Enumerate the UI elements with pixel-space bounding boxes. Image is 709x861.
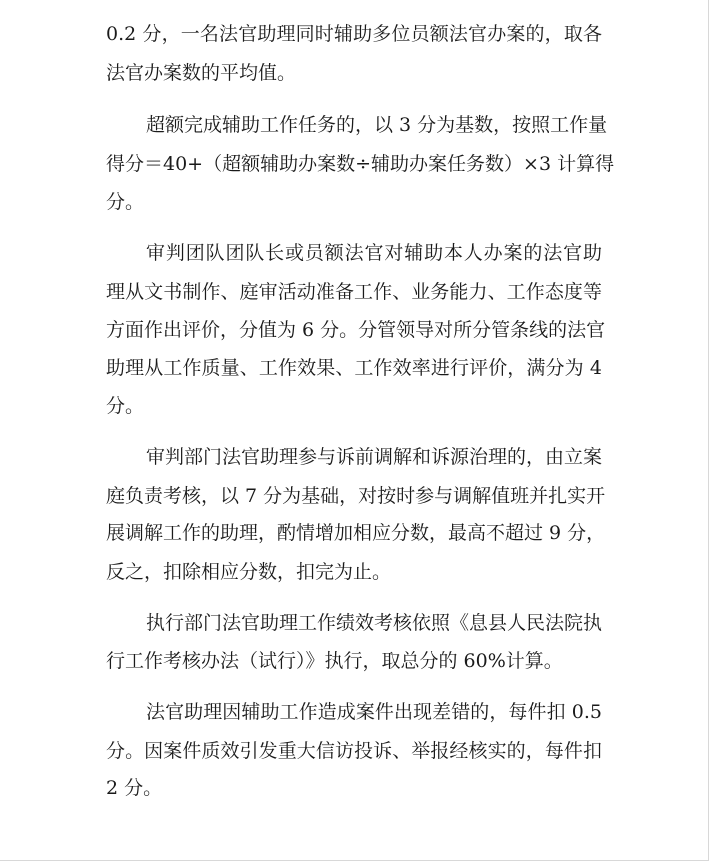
paragraph-2-line-2: 得分＝40+（超额辅助办案数÷辅助办案任务数）×3 计算得: [106, 153, 615, 175]
paragraph-3-line-5: 分。: [106, 395, 145, 417]
paragraph-2-line-1: 超额完成辅助工作任务的，以 3 分为基数，按照工作量: [146, 114, 608, 136]
paragraph-4-line-2: 庭负责考核，以 7 分为基础，对按时参与调解值班并扎实开: [106, 485, 606, 507]
paragraph-4-line-3: 展调解工作的助理，酌情增加相应分数，最高不超过 9 分，: [106, 522, 606, 544]
paragraph-3-line-4: 助理从工作质量、工作效果、工作效率进行评价，满分为 4: [106, 357, 602, 379]
paragraph-3-line-3: 方面作出评价，分值为 6 分。分管领导对所分管条线的法官: [106, 319, 606, 341]
paragraph-1-line-1: 0.2 分，一名法官助理同时辅助多位员额法官办案的，取各: [106, 23, 602, 45]
paragraph-5-line-2: 行工作考核办法（试行）》执行，取总分的 60%计算。: [106, 650, 563, 672]
paragraph-6-line-2: 分。因案件质效引发重大信访投诉、举报经核实的，每件扣: [106, 740, 602, 762]
paragraph-6-line-1: 法官助理因辅助工作造成案件出现差错的，每件扣 0.5: [146, 701, 602, 723]
paragraph-3-line-2: 理从文书制作、庭审活动准备工作、业务能力、工作态度等: [106, 281, 602, 303]
paragraph-3-line-1: 审判团队团队长或员额法官对辅助本人办案的法官助: [146, 242, 602, 264]
paragraph-2-line-3: 分。: [106, 191, 145, 213]
paragraph-6-line-3: 2 分。: [106, 777, 163, 799]
paragraph-4-line-4: 反之，扣除相应分数，扣完为止。: [106, 561, 392, 583]
paragraph-5-line-1: 执行部门法官助理工作绩效考核依照《息县人民法院执: [146, 612, 603, 634]
paragraph-1-line-2: 法官办案数的平均值。: [106, 62, 297, 84]
paragraph-4-line-1: 审判部门法官助理参与诉前调解和诉源治理的，由立案: [146, 446, 603, 468]
